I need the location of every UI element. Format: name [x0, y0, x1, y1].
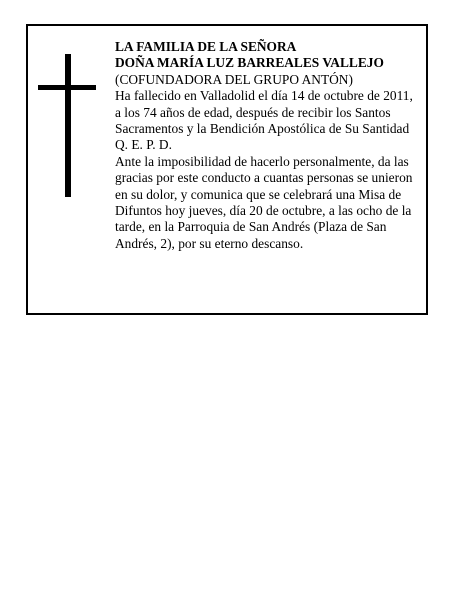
gratitude-line: Andrés, 2), por su eterno descanso. — [115, 235, 304, 251]
latin-cross-icon — [38, 54, 96, 197]
gratitude-line: gracias por este conducto a cuantas personas se unieron — [115, 170, 413, 186]
gratitude-line: Difuntos hoy jueves, día 20 de octubre, a las ocho de la — [115, 203, 412, 219]
cross-vertical-bar — [65, 54, 71, 197]
announcement-line: Sacramentos y la Bendición Apostólica de Su Santidad — [115, 121, 410, 137]
gratitude-line: en su dolor, y comunica que se celebrará una Misa de — [115, 186, 402, 202]
announcement-line: a los 74 años de edad, después de recibir los Santos — [115, 104, 391, 120]
announcement-line: Ha fallecido en Valladolid el día 14 de octubre de 2011, — [115, 88, 413, 104]
gratitude-line: Ante la imposibilidad de hacerlo personalmente, da las — [115, 153, 409, 169]
affiliation-line: (COFUNDADORA DEL GRUPO ANTÓN) — [115, 71, 353, 87]
cross-horizontal-bar — [38, 85, 96, 90]
heading-deceased-name: DOÑA MARÍA LUZ BARREALES VALLEJO — [115, 55, 384, 71]
rip-line: Q. E. P. D. — [115, 137, 172, 153]
gratitude-line: tarde, en la Parroquia de San Andrés (Plaza de San — [115, 219, 387, 235]
heading-family: LA FAMILIA DE LA SEÑORA — [115, 39, 297, 54]
obituary-text — [115, 39, 427, 252]
